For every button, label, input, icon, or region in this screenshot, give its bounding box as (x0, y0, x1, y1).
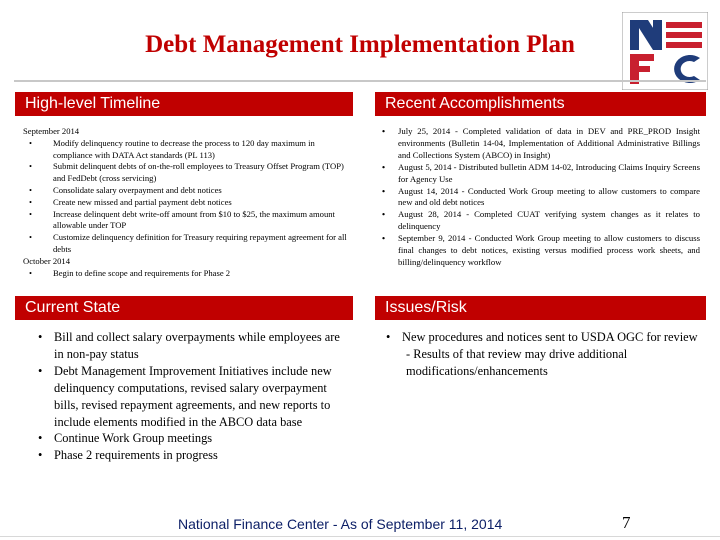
current-state-heading: Current State (15, 296, 353, 320)
timeline-heading: High-level Timeline (15, 92, 353, 116)
issue-subtext: - Results of that review may drive additional modifications/enhancements (406, 346, 628, 378)
list-item: • Phase 2 requirements in progress (30, 447, 352, 464)
nfc-logo (622, 12, 708, 90)
list-item: • Create new missed and partial payment debt notices (23, 197, 353, 209)
accomplishments-list (378, 126, 700, 269)
list-item (378, 329, 698, 380)
accomplishments-panel (378, 126, 700, 269)
timeline-group2-label: October 2014 (23, 255, 71, 266)
list-item: • Modify delinquency routine to decrease the process to 120 day maximum in compliance with DATA Act standards (PL 113) (23, 138, 353, 162)
timeline-group2-list (23, 268, 353, 280)
page-number: 7 (622, 513, 631, 532)
accomplishments-heading: Recent Accomplishments (375, 92, 706, 116)
issues-panel (378, 329, 698, 380)
list-item: • September 9, 2014 - Conducted Work Group meeting to allow customers to discuss final changes to debt notices, existing versus modified process work sheets, and billing/delinquency workflow (378, 233, 700, 269)
list-item: • Bill and collect salary overpayments while employees are in non-pay status (30, 329, 352, 363)
list-item: • Customize delinquency definition for Treasury requiring repayment agreement for all debts (23, 232, 353, 256)
current-state-panel (30, 329, 352, 464)
timeline-group1-label: September 2014 (23, 126, 80, 136)
list-item: • Increase delinquent debt write-off amount from $10 to $25, the maximum amount allowable under TOP (23, 209, 353, 233)
page-title: Debt Management Implementation Plan (145, 31, 575, 58)
list-item: • Debt Management Improvement Initiatives include new delinquency computations, revised salary overpayment bills, revised repayment agreements, and new reports to include elements modified in the ABCO data base (30, 363, 352, 431)
list-item: • Begin to define scope and requirements for Phase 2 (23, 268, 353, 280)
issues-heading: Issues/Risk (375, 296, 706, 320)
timeline-group1-list (23, 138, 353, 256)
title-rule (14, 80, 706, 82)
list-item: • August 28, 2014 - Completed CUAT verifying system changes as it relates to delinquency (378, 209, 700, 233)
list-item: • August 5, 2014 - Distributed bulletin ADM 14-02, Introducing Claims Inquiry Screens for Agency Use (378, 162, 700, 186)
issues-list (378, 329, 698, 380)
list-item: • Continue Work Group meetings (30, 430, 352, 447)
footer-text: National Finance Center - As of September 11, 2014 (178, 516, 503, 532)
bottom-rule (0, 536, 720, 537)
list-item: • Consolidate salary overpayment and debt notices (23, 185, 353, 197)
issue-text: New procedures and notices sent to USDA OGC for review (402, 330, 698, 344)
current-state-list (30, 329, 352, 464)
timeline-panel (23, 126, 353, 279)
list-item: • August 14, 2014 - Conducted Work Group meeting to allow customers to compare new and old debt notices (378, 186, 700, 210)
list-item: • July 25, 2014 - Completed validation of data in DEV and PRE_PROD Insight environments (Bulletin 14-04, Implementation of Additional Administrative Billings and Collections System (ABCO) in Insight) (378, 126, 700, 162)
list-item: • Submit delinquent debts of on-the-roll employees to Treasury Offset Program (TOP) and FedDebt (cross servicing) (23, 161, 353, 185)
